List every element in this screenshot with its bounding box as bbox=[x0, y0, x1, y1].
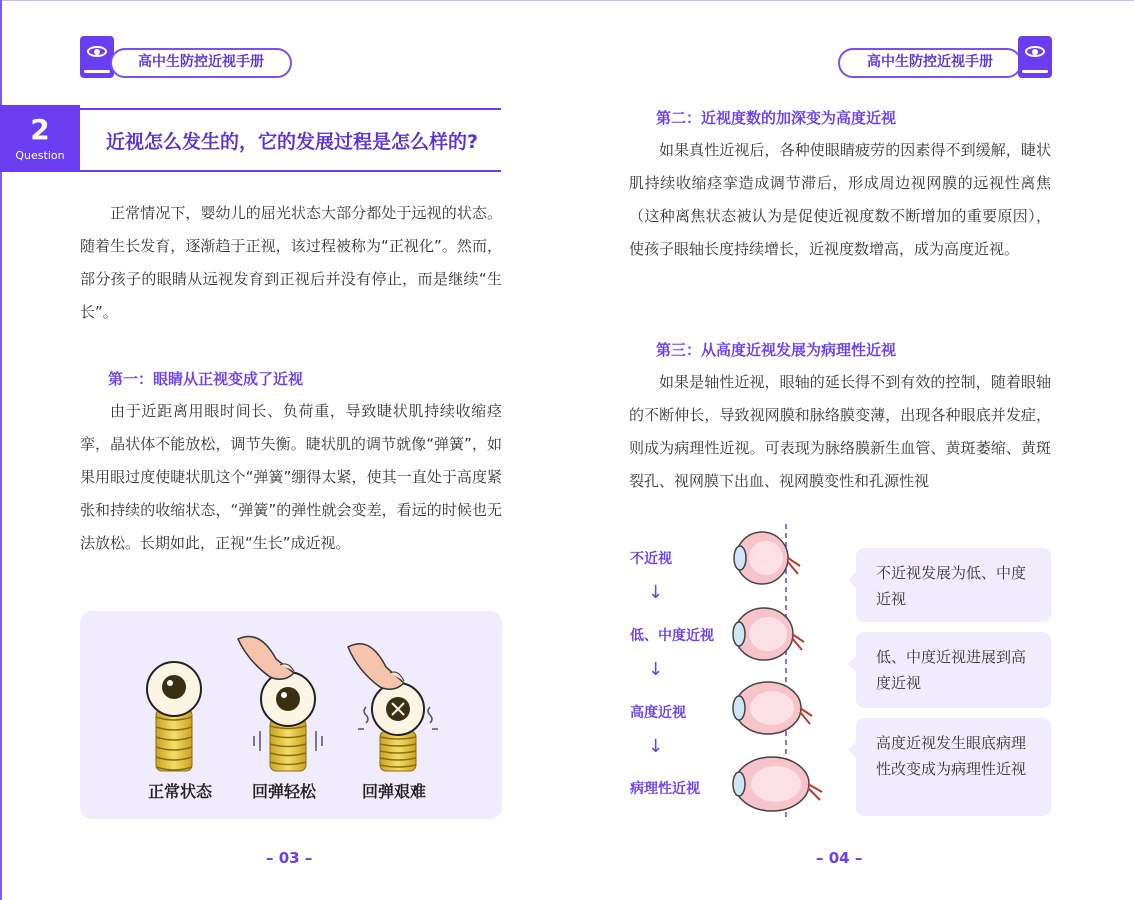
eyeball-progression-illustration bbox=[728, 522, 838, 822]
eyeball-normal-icon bbox=[734, 532, 800, 584]
eye-icon bbox=[87, 46, 107, 57]
question-word: Question bbox=[15, 149, 65, 162]
section3-paragraph: 如果是轴性近视，眼轴的延长得不到有效的控制，随着眼轴的不断伸长，导致视网膜和脉络膜变薄，出现各种眼底并发症，则成为病理性近视。可表现为脉络膜新生血管、黄斑萎缩、黄斑裂孔、视网膜下出血、视网膜变性和孔源性视 bbox=[629, 373, 1051, 490]
section1-paragraph: 由于近距离用眼时间长、负荷重，导致睫状肌持续收缩痉挛，晶状体不能放松，调节失衡。睫状肌的调节就像“弹簧”，如果用眼过度使睫状肌这个“弹簧”绷得太紧，使其一直处于高度紧张和持续的收缩状态，“弹簧”的弹性就会变差，看远的时候也无法放松。长期如此，正视“生长”成近视。 bbox=[80, 402, 502, 552]
left-header-title: 高中生防控近视手册 bbox=[110, 48, 292, 78]
page-top-edge bbox=[0, 0, 1134, 1]
stage-high: 高度近视 bbox=[630, 705, 686, 721]
hard-press-eyeball bbox=[372, 683, 424, 735]
normal-spring bbox=[156, 709, 192, 771]
stage-no-myopia: 不近视 bbox=[630, 551, 672, 567]
eyeball-pathological-icon bbox=[733, 757, 822, 811]
section3-title: 第三：从高度近视发展为病理性近视 bbox=[656, 341, 897, 359]
eyeball-low-myopia-icon bbox=[733, 608, 804, 660]
right-header bbox=[838, 36, 1052, 78]
note-1: 不近视发展为低、中度近视 bbox=[856, 548, 1051, 622]
down-arrow-icon: ↓ bbox=[648, 736, 664, 757]
question-number: 2 bbox=[30, 113, 50, 146]
stage-pathological: 病理性近视 bbox=[630, 781, 700, 797]
left-page-number: – 03 – bbox=[266, 849, 313, 867]
question-title: 近视怎么发生的，它的发展过程是怎么样的? bbox=[106, 131, 479, 153]
down-arrow-icon: ↓ bbox=[648, 582, 664, 603]
intro-paragraph: 正常情况下，婴幼儿的屈光状态大部分都处于远视的状态。随着生长发育，逐渐趋于正视，该过程被称为“正视化”。然而，部分孩子的眼睛从远视发育到正视后并没有停止，而是继续“生长”。 bbox=[80, 204, 502, 321]
note-3: 高度近视发生眼底病理性改变成为病理性近视 bbox=[856, 718, 1051, 816]
eyeball-high-myopia-icon bbox=[733, 682, 812, 734]
left-header bbox=[80, 36, 292, 78]
book-icon bbox=[1018, 36, 1052, 78]
question-title-box bbox=[80, 108, 501, 172]
down-arrow-icon: ↓ bbox=[648, 659, 664, 680]
section1-title: 第一：眼睛从正视变成了近视 bbox=[108, 370, 304, 388]
normal-eyeball bbox=[147, 662, 201, 716]
caption-easy-rebound: 回弹轻松 bbox=[252, 782, 317, 801]
finger-icon bbox=[238, 637, 294, 680]
light-press-eyeball bbox=[261, 672, 315, 726]
finger-icon bbox=[348, 644, 404, 690]
caption-normal: 正常状态 bbox=[148, 782, 213, 801]
right-header-title: 高中生防控近视手册 bbox=[838, 48, 1022, 78]
eye-icon bbox=[1025, 46, 1045, 57]
note-2: 低、中度近视进展到高度近视 bbox=[856, 632, 1051, 708]
right-page-number: – 04 – bbox=[816, 849, 863, 867]
stage-low-moderate: 低、中度近视 bbox=[630, 628, 714, 644]
section2-title: 第二：近视度数的加深变为高度近视 bbox=[656, 109, 897, 127]
section2-paragraph: 如果真性近视后，各种使眼睛疲劳的因素得不到缓解，睫状肌持续收缩痉挛造成调节滞后，形成周边视网膜的远视性离焦（这种离焦状态被认为是促使近视度数不断增加的重要原因），使孩子眼轴长度持续增长，近视度数增高，成为高度近视。 bbox=[629, 141, 1051, 258]
caption-hard-rebound: 回弹艰难 bbox=[362, 782, 427, 801]
book-icon bbox=[80, 36, 114, 78]
question-badge bbox=[0, 105, 80, 172]
spring-eye-figure bbox=[80, 611, 502, 819]
